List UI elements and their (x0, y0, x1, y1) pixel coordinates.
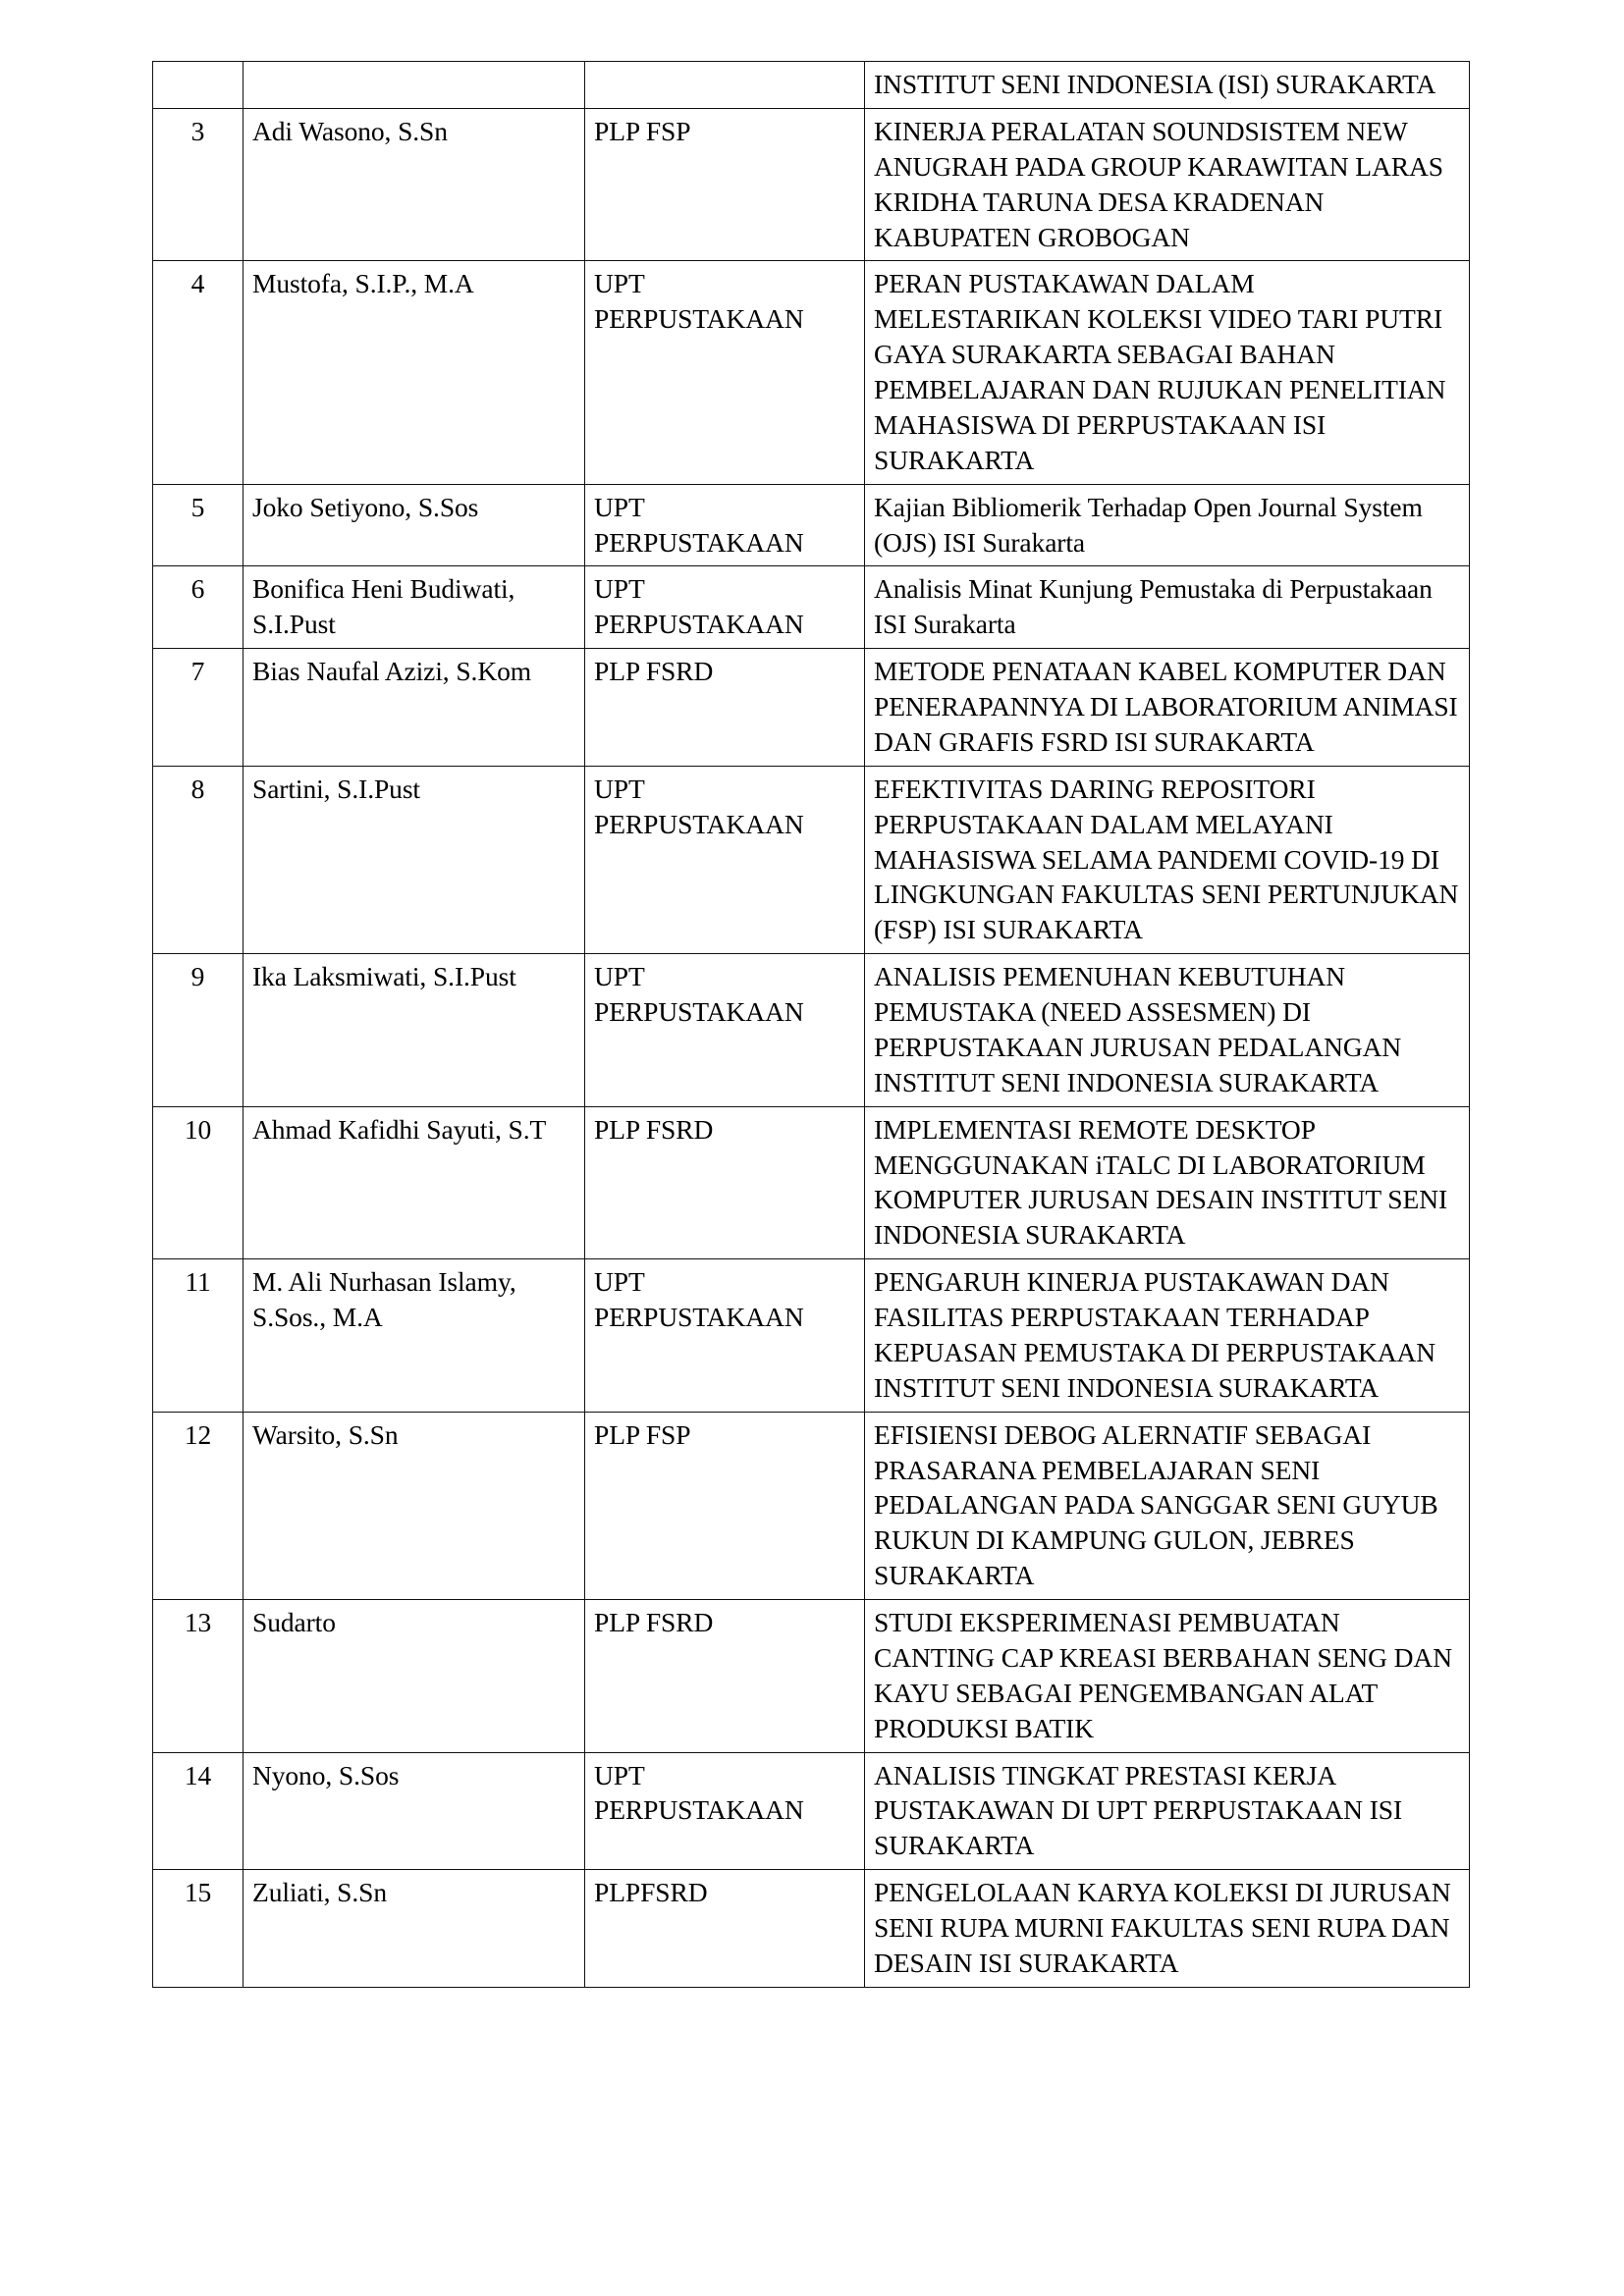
cell-unit: UPT PERPUSTAKAAN (585, 954, 865, 1107)
table-row (153, 108, 1470, 261)
cell-title: EFEKTIVITAS DARING REPOSITORI PERPUSTAKAAN DALAM MELAYANI MAHASISWA SELAMA PANDEMI COVID-19 DI LINGKUNGAN FAKULTAS SENI PERTUNJUKAN (FSP) ISI SURAKARTA (865, 766, 1470, 953)
cell-unit: PLP FSP (585, 108, 865, 261)
cell-unit: PLP FSRD (585, 1600, 865, 1753)
cell-unit: UPT PERPUSTAKAAN (585, 1259, 865, 1413)
cell-unit: PLP FSRD (585, 649, 865, 767)
cell-name: Bonifica Heni Budiwati, S.I.Pust (244, 566, 585, 649)
cell-title: ANALISIS TINGKAT PRESTASI KERJA PUSTAKAWAN DI UPT PERPUSTAKAAN ISI SURAKARTA (865, 1752, 1470, 1870)
cell-title: INSTITUT SENI INDONESIA (ISI) SURAKARTA (865, 62, 1470, 109)
cell-title: PERAN PUSTAKAWAN DALAM MELESTARIKAN KOLEKSI VIDEO TARI PUTRI GAYA SURAKARTA SEBAGAI BAHAN PEMBELAJARAN DAN RUJUKAN PENELITIAN MAHASISWA DI PERPUSTAKAAN ISI SURAKARTA (865, 261, 1470, 484)
cell-name: Bias Naufal Azizi, S.Kom (244, 649, 585, 767)
cell-name: Warsito, S.Sn (244, 1412, 585, 1599)
cell-name: Adi Wasono, S.Sn (244, 108, 585, 261)
research-table-container (152, 61, 1469, 1988)
cell-no: 4 (153, 261, 244, 484)
cell-title: Analisis Minat Kunjung Pemustaka di Perpustakaan ISI Surakarta (865, 566, 1470, 649)
cell-name: Sartini, S.I.Pust (244, 766, 585, 953)
cell-unit: UPT PERPUSTAKAAN (585, 484, 865, 566)
table-row (153, 62, 1470, 109)
cell-unit: UPT PERPUSTAKAAN (585, 766, 865, 953)
cell-no: 3 (153, 108, 244, 261)
table-row (153, 1259, 1470, 1413)
table-row (153, 649, 1470, 767)
table-row (153, 1870, 1470, 1988)
research-table (152, 61, 1470, 1988)
cell-title: Kajian Bibliomerik Terhadap Open Journal System (OJS) ISI Surakarta (865, 484, 1470, 566)
table-row (153, 1600, 1470, 1753)
cell-title: EFISIENSI DEBOG ALERNATIF SEBAGAI PRASARANA PEMBELAJARAN SENI PEDALANGAN PADA SANGGAR SENI GUYUB RUKUN DI KAMPUNG GULON, JEBRES SURAKARTA (865, 1412, 1470, 1599)
table-row (153, 954, 1470, 1107)
cell-title: PENGARUH KINERJA PUSTAKAWAN DAN FASILITAS PERPUSTAKAAN TERHADAP KEPUASAN PEMUSTAKA DI PERPUSTAKAAN INSTITUT SENI INDONESIA SURAKARTA (865, 1259, 1470, 1413)
cell-title: STUDI EKSPERIMENASI PEMBUATAN CANTING CAP KREASI BERBAHAN SENG DAN KAYU SEBAGAI PENGEMBANGAN ALAT PRODUKSI BATIK (865, 1600, 1470, 1753)
cell-unit: PLPFSRD (585, 1870, 865, 1988)
cell-unit: UPT PERPUSTAKAAN (585, 261, 865, 484)
cell-name: Sudarto (244, 1600, 585, 1753)
cell-name: Ika Laksmiwati, S.I.Pust (244, 954, 585, 1107)
cell-no (153, 62, 244, 109)
table-body (153, 62, 1470, 1988)
cell-name: Zuliati, S.Sn (244, 1870, 585, 1988)
cell-unit: PLP FSP (585, 1412, 865, 1599)
cell-title: KINERJA PERALATAN SOUNDSISTEM NEW ANUGRAH PADA GROUP KARAWITAN LARAS KRIDHA TARUNA DESA KRADENAN KABUPATEN GROBOGAN (865, 108, 1470, 261)
cell-unit: UPT PERPUSTAKAAN (585, 566, 865, 649)
cell-title: ANALISIS PEMENUHAN KEBUTUHAN PEMUSTAKA (NEED ASSESMEN) DI PERPUSTAKAAN JURUSAN PEDALANGAN INSTITUT SENI INDONESIA SURAKARTA (865, 954, 1470, 1107)
cell-no: 9 (153, 954, 244, 1107)
cell-no: 5 (153, 484, 244, 566)
table-row (153, 1106, 1470, 1259)
cell-unit: PLP FSRD (585, 1106, 865, 1259)
cell-no: 8 (153, 766, 244, 953)
cell-name: Ahmad Kafidhi Sayuti, S.T (244, 1106, 585, 1259)
table-row (153, 566, 1470, 649)
table-row (153, 484, 1470, 566)
cell-no: 6 (153, 566, 244, 649)
cell-no: 15 (153, 1870, 244, 1988)
cell-title: METODE PENATAAN KABEL KOMPUTER DAN PENERAPANNYA DI LABORATORIUM ANIMASI DAN GRAFIS FSRD ISI SURAKARTA (865, 649, 1470, 767)
table-row (153, 1412, 1470, 1599)
table-row (153, 1752, 1470, 1870)
cell-no: 7 (153, 649, 244, 767)
cell-no: 10 (153, 1106, 244, 1259)
cell-title: PENGELOLAAN KARYA KOLEKSI DI JURUSAN SENI RUPA MURNI FAKULTAS SENI RUPA DAN DESAIN ISI SURAKARTA (865, 1870, 1470, 1988)
cell-no: 11 (153, 1259, 244, 1413)
cell-name: Mustofa, S.I.P., M.A (244, 261, 585, 484)
cell-name: Joko Setiyono, S.Sos (244, 484, 585, 566)
cell-no: 13 (153, 1600, 244, 1753)
cell-no: 12 (153, 1412, 244, 1599)
table-row (153, 261, 1470, 484)
cell-name: Nyono, S.Sos (244, 1752, 585, 1870)
cell-unit: UPT PERPUSTAKAAN (585, 1752, 865, 1870)
cell-name: M. Ali Nurhasan Islamy, S.Sos., M.A (244, 1259, 585, 1413)
cell-no: 14 (153, 1752, 244, 1870)
table-row (153, 766, 1470, 953)
cell-title: IMPLEMENTASI REMOTE DESKTOP MENGGUNAKAN iTALC DI LABORATORIUM KOMPUTER JURUSAN DESAIN INSTITUT SENI INDONESIA SURAKARTA (865, 1106, 1470, 1259)
cell-unit (585, 62, 865, 109)
cell-name (244, 62, 585, 109)
